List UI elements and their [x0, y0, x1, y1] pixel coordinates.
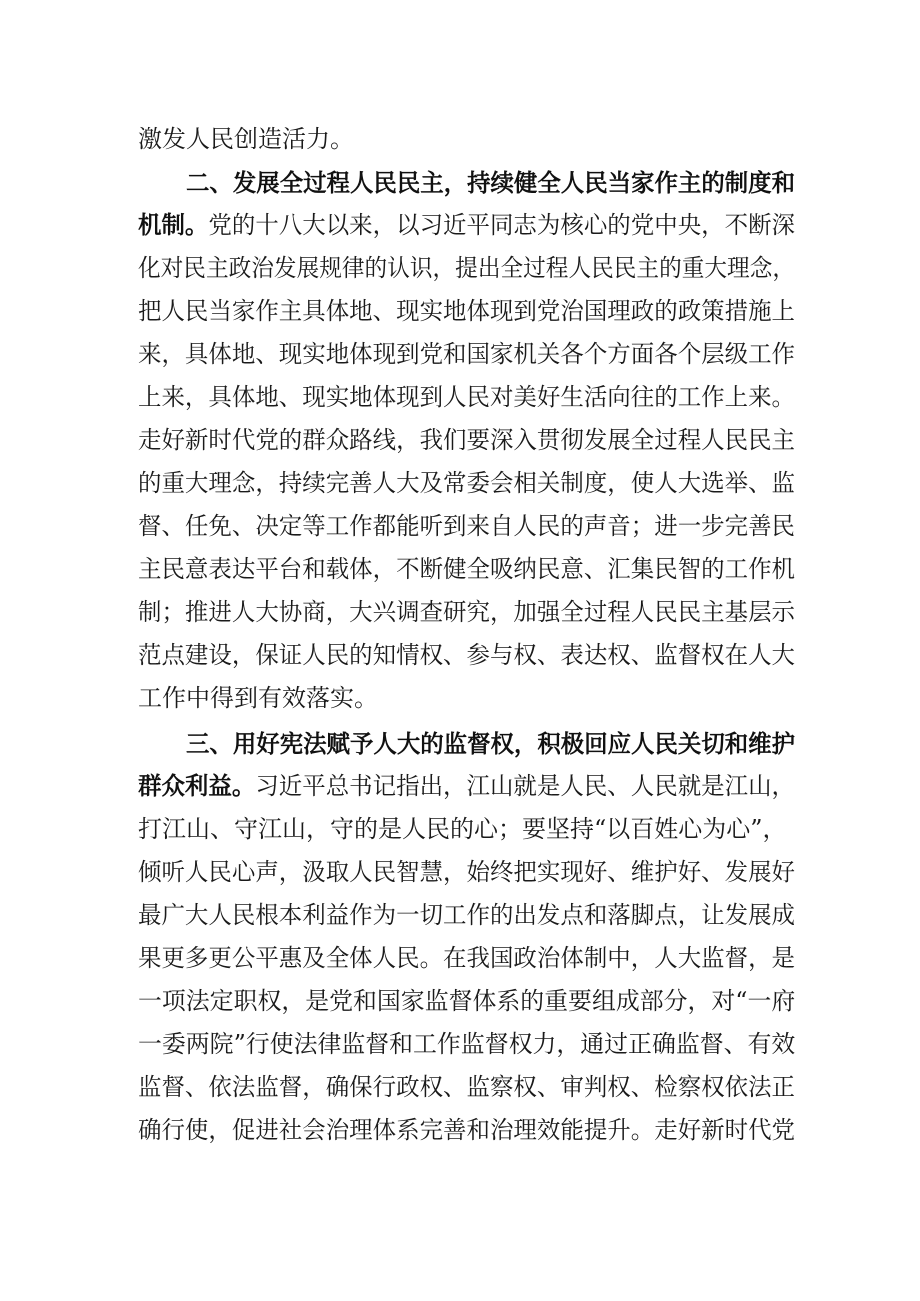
line-9: 的重大理念，持续完善人大及常委会相关制度，使人大选举、监 [138, 469, 796, 497]
line-21: 一项法定职权，是党和国家监督体系的重要组成部分，对“一府 [138, 987, 796, 1015]
line-16: 群众利益。习近平总书记指出，江山就是人民、人民就是江山， [138, 772, 796, 800]
line-10: 督、任免、决定等工作都能听到来自人民的声音；进一步完善民 [138, 512, 796, 540]
line-20: 果更多更公平惠及全体人民。在我国政治体制中，人大监督，是 [138, 944, 796, 972]
section-2-heading-end: 机制。 [138, 211, 209, 239]
line-8: 走好新时代党的群众路线，我们要深入贯彻发展全过程人民民主 [138, 426, 796, 454]
line-3: 机制。党的十八大以来，以习近平同志为核心的党中央，不断深 [138, 211, 796, 239]
line-14: 工作中得到有效落实。 [138, 684, 378, 712]
line-1: 激发人民创造活力。 [138, 125, 354, 153]
line-18: 倾听人民心声，汲取人民智慧，始终把实现好、维护好、发展好 [138, 858, 796, 886]
line-4: 化对民主政治发展规律的认识，提出全过程人民民主的重大理念， [138, 254, 796, 282]
section-3-heading-end: 群众利益。 [138, 772, 256, 800]
line-23: 监督、依法监督，确保行政权、监察权、审判权、检察权依法正 [138, 1073, 796, 1101]
line-22: 一委两院”行使法律监督和工作监督权力，通过正确监督、有效 [138, 1030, 796, 1058]
line-24: 确行使，促进社会治理体系完善和治理效能提升。走好新时代党 [138, 1116, 796, 1144]
line-11: 主民意表达平台和载体，不断健全吸纳民意、汇集民智的工作机 [138, 555, 796, 583]
line-19: 最广大人民根本利益作为一切工作的出发点和落脚点，让发展成 [138, 901, 796, 929]
section-3-heading: 三、用好宪法赋予人大的监督权，积极回应人民关切和维护 [186, 730, 796, 758]
section-2-heading: 二、发展全过程人民民主，持续健全人民当家作主的制度和 [186, 169, 796, 197]
section-3-heading-line [186, 729, 795, 759]
line-13: 范点建设，保证人民的知情权、参与权、表达权、监督权在人大 [138, 641, 796, 669]
section-2-heading-line [186, 168, 795, 198]
line-5: 把人民当家作主具体地、现实地体现到党治国理政的政策措施上 [138, 297, 796, 325]
line-6: 来，具体地、现实地体现到党和国家机关各个方面各个层级工作 [138, 340, 796, 368]
line-12: 制；推进人大协商，大兴调查研究，加强全过程人民民主基层示 [138, 598, 796, 626]
line-17: 打江山、守江山，守的是人民的心；要坚持“以百姓心为心”， [138, 815, 787, 843]
line-7: 上来，具体地、现实地体现到人民对美好生活向往的工作上来。 [138, 383, 796, 411]
